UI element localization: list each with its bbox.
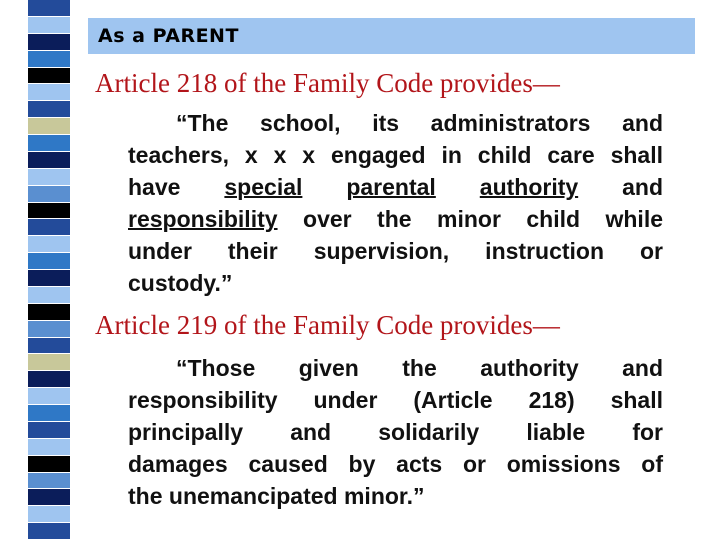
stripe-block <box>28 506 70 523</box>
stripe-block <box>28 236 70 253</box>
underlined-word: authority <box>479 174 579 200</box>
stripe-block <box>28 101 70 118</box>
stripe-block <box>28 405 70 422</box>
quote-line: “Those given the authority and <box>176 355 663 381</box>
stripe-block <box>28 489 70 506</box>
stripe-block <box>28 321 70 338</box>
stripe-block <box>28 17 70 34</box>
quote-line: under their supervision, instruction or <box>128 238 663 264</box>
stripe-block <box>28 118 70 135</box>
stripe-block <box>28 253 70 270</box>
stripe-block <box>28 439 70 456</box>
stripe-block <box>28 219 70 236</box>
quote-line <box>128 203 663 235</box>
article-219-quote <box>128 352 663 512</box>
section-title: As a PARENT <box>98 25 239 47</box>
article-218-heading: Article 218 of the Family Code provides— <box>95 68 560 98</box>
article-218-quote <box>128 107 663 299</box>
underlined-word: special <box>224 174 303 200</box>
underlined-word: responsibility <box>128 206 278 232</box>
stripe-block <box>28 135 70 152</box>
stripe-block <box>28 51 70 68</box>
underlined-word: parental <box>346 174 436 200</box>
stripe-block <box>28 186 70 203</box>
stripe-block <box>28 422 70 439</box>
stripe-block <box>28 270 70 287</box>
stripe-block <box>28 388 70 405</box>
stripe-block <box>28 354 70 371</box>
decorative-stripe <box>28 0 70 540</box>
quote-line: damages caused by acts or omissions of <box>128 451 663 477</box>
stripe-block <box>28 0 70 17</box>
stripe-block <box>28 304 70 321</box>
stripe-block <box>28 34 70 51</box>
quote-word: and <box>622 174 664 200</box>
quote-word: over the minor child while <box>303 206 664 232</box>
article-219-heading: Article 219 of the Family Code provides— <box>95 310 560 340</box>
quote-line: “The school, its administrators and <box>176 110 663 136</box>
quote-line: principally and solidarily liable for <box>128 419 663 445</box>
stripe-block <box>28 203 70 220</box>
stripe-block <box>28 287 70 304</box>
stripe-block <box>28 338 70 355</box>
stripe-block <box>28 523 70 540</box>
stripe-block <box>28 371 70 388</box>
quote-word: have <box>128 174 181 200</box>
stripe-block <box>28 456 70 473</box>
quote-line <box>128 171 663 203</box>
stripe-block <box>28 68 70 85</box>
quote-line: responsibility under (Article 218) shall <box>128 387 663 413</box>
quote-line: the unemancipated minor.” <box>128 483 425 509</box>
quote-line: custody.” <box>128 270 233 296</box>
stripe-block <box>28 152 70 169</box>
quote-line: teachers, x x x engaged in child care shall <box>128 142 663 168</box>
stripe-block <box>28 84 70 101</box>
stripe-block <box>28 473 70 490</box>
section-header <box>88 18 695 54</box>
stripe-block <box>28 169 70 186</box>
